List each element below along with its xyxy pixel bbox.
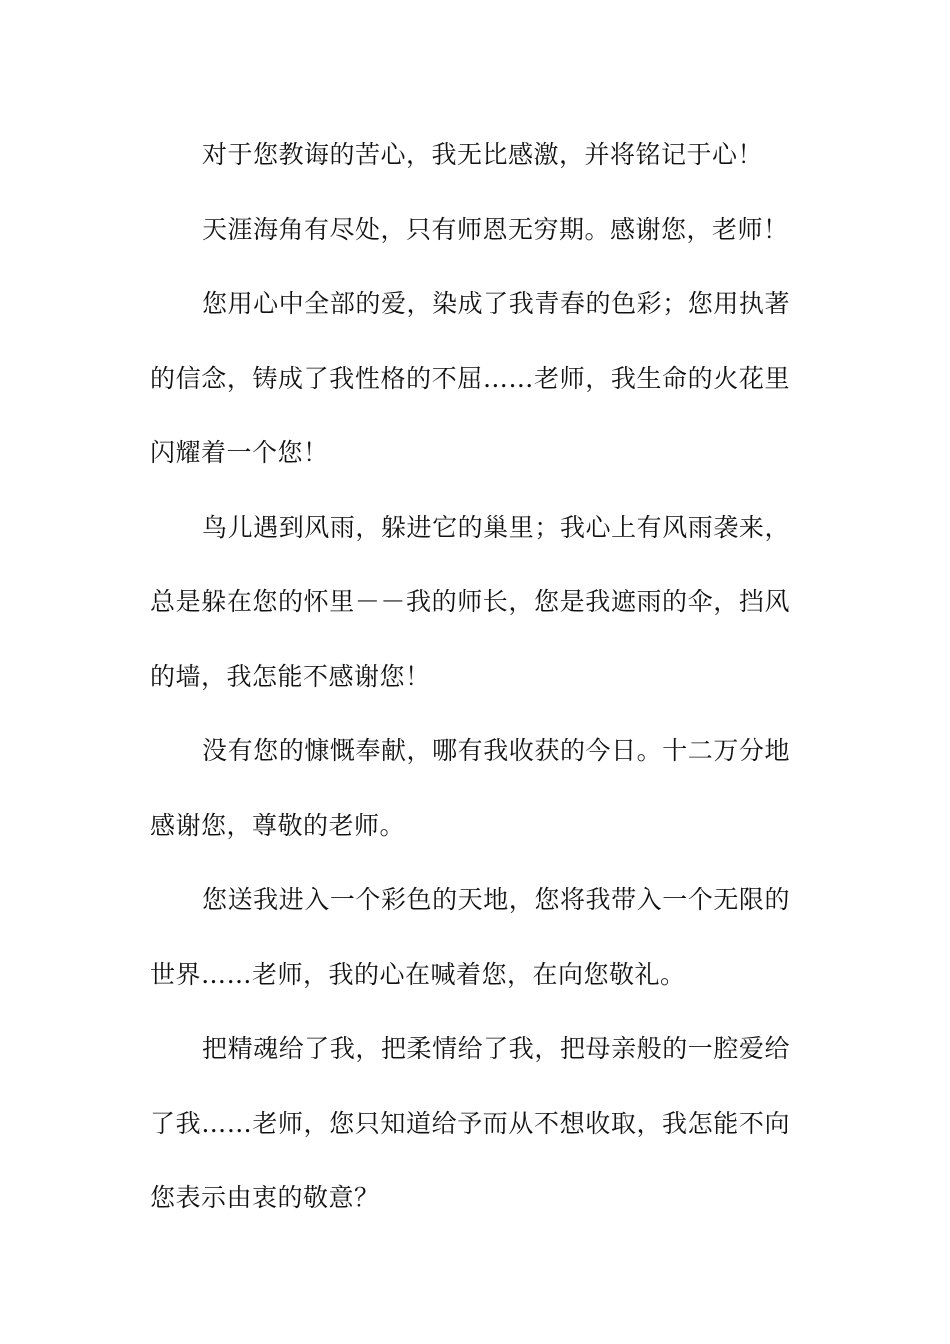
paragraph-line: 鸟儿遇到风雨，躲进它的巢里；我心上有风雨袭来， (202, 512, 790, 542)
paragraph-line: 对于您教诲的苦心，我无比感激，并将铭记于心！ (202, 140, 764, 169)
paragraph-3 (150, 267, 790, 491)
paragraph-4 (150, 491, 790, 715)
paragraph-line: 闪耀着一个您！ (150, 438, 329, 467)
paragraph-line: 天涯海角有尽处，只有师恩无穷期。感谢您，老师！ (202, 214, 789, 244)
paragraph-line: 您表示由衷的敬意？ (150, 1183, 380, 1212)
paragraph-5 (150, 714, 790, 863)
paragraph-line: 的信念，铸成了我性格的不屈……老师，我生命的火花里 (150, 363, 790, 393)
paragraph-line: 没有您的慷慨奉献，哪有我收获的今日。十二万分地 (202, 736, 790, 765)
paragraph-line: 的墙，我怎能不感谢您！ (150, 661, 431, 691)
document-body (150, 118, 790, 1236)
paragraph-1 (150, 118, 790, 193)
paragraph-6 (150, 863, 790, 1012)
paragraph-line: 世界……老师，我的心在喊着您，在向您敬礼。 (150, 959, 686, 989)
paragraph-line: 您用心中全部的爱，染成了我青春的色彩；您用执著 (202, 289, 790, 318)
paragraph-line: 您送我进入一个彩色的天地，您将我带入一个无限的 (202, 885, 790, 914)
paragraph-line: 把精魂给了我，把柔情给了我，把母亲般的一腔爱给 (202, 1034, 790, 1063)
paragraph-2 (150, 193, 790, 268)
paragraph-line: 感谢您，尊敬的老师。 (150, 810, 406, 840)
paragraph-line: 总是躲在您的怀里－－我的师长，您是我遮雨的伞，挡风 (150, 587, 790, 616)
paragraph-line: 了我……老师，您只知道给予而从不想收取，我怎能不向 (150, 1108, 790, 1138)
paragraph-7 (150, 1012, 790, 1236)
